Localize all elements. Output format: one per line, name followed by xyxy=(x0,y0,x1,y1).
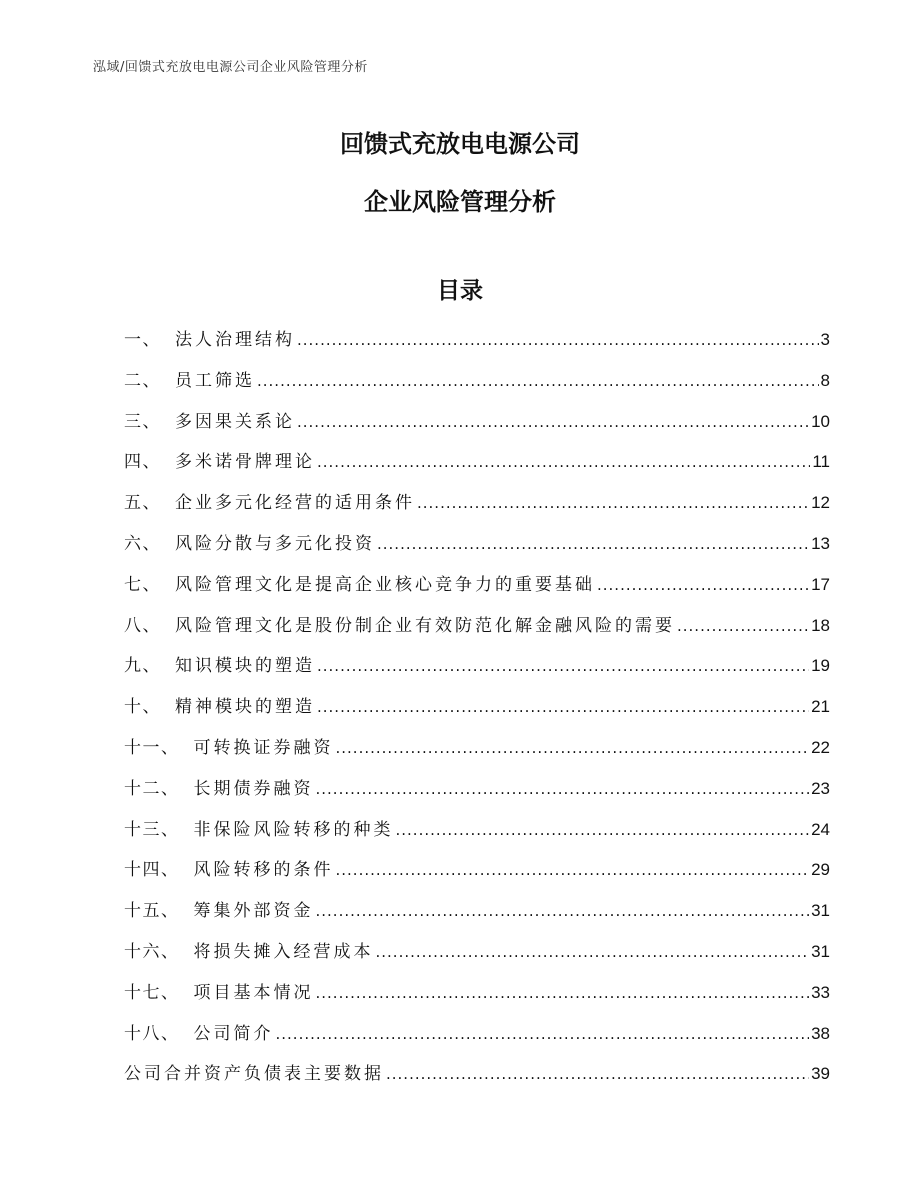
document-subtitle: 企业风险管理分析 xyxy=(364,188,556,216)
toc-entry[interactable] xyxy=(124,810,830,851)
toc-entry[interactable] xyxy=(124,769,830,810)
toc-leader-dots xyxy=(317,646,809,687)
toc-entry[interactable] xyxy=(124,687,830,728)
toc-leader-dots xyxy=(377,524,809,565)
toc-leader-dots xyxy=(316,973,810,1014)
toc-entry-page: 21 xyxy=(811,697,830,717)
toc-entry[interactable] xyxy=(124,1054,830,1095)
toc-entry[interactable] xyxy=(124,1014,830,1055)
toc-leader-dots xyxy=(316,891,810,932)
toc-entry-title: 多因果关系论 xyxy=(175,411,295,432)
toc-entry[interactable] xyxy=(124,483,830,524)
toc-entry-title: 风险管理文化是股份制企业有效防范化解金融风险的需要 xyxy=(175,615,675,636)
toc-entry-page: 11 xyxy=(812,452,830,472)
toc-leader-dots xyxy=(316,769,810,810)
toc-entry-page: 24 xyxy=(811,819,830,839)
toc-entry-number: 十一、 xyxy=(124,737,180,758)
toc-leader-dots xyxy=(376,932,810,973)
toc-leader-dots xyxy=(597,565,809,606)
toc-entry[interactable] xyxy=(124,850,830,891)
toc-entry-title: 可转换证券融资 xyxy=(193,737,334,758)
toc-entry-number: 三、 xyxy=(124,411,161,432)
toc-entry-page: 31 xyxy=(811,941,830,961)
toc-entry-number: 四、 xyxy=(124,452,161,473)
toc-entry-title: 公司合并资产负债表主要数据 xyxy=(124,1064,384,1085)
toc-entry[interactable] xyxy=(124,606,830,647)
toc-entry-page: 33 xyxy=(811,982,830,1002)
toc-entry-number: 十七、 xyxy=(124,982,180,1003)
toc-entry-page: 29 xyxy=(811,860,830,880)
toc-entry-page: 12 xyxy=(811,493,830,513)
toc-entry-page: 19 xyxy=(811,656,830,676)
toc-entry-title: 精神模块的塑造 xyxy=(175,697,315,718)
toc-entry-page: 8 xyxy=(820,370,830,390)
toc-entry-title: 公司简介 xyxy=(193,1023,274,1044)
toc-entry-number: 一、 xyxy=(124,330,161,350)
toc-entry-page: 39 xyxy=(811,1064,830,1084)
toc-entry-page: 13 xyxy=(811,533,830,553)
toc-entry-title: 项目基本情况 xyxy=(193,982,314,1003)
page-header: 泓域/回馈式充放电电源公司企业风险管理分析 xyxy=(93,60,368,75)
toc-entry-number: 十、 xyxy=(124,697,161,718)
toc-entry[interactable] xyxy=(124,891,830,932)
toc-entry[interactable] xyxy=(124,973,830,1014)
toc-entry-page: 38 xyxy=(811,1023,830,1043)
toc-entry-title: 多米诺骨牌理论 xyxy=(175,452,315,473)
toc-entry-page: 22 xyxy=(811,737,830,757)
toc-entry-title: 知识模块的塑造 xyxy=(175,656,315,677)
toc-leader-dots xyxy=(317,687,809,728)
toc-leader-dots xyxy=(386,1054,809,1095)
toc-leader-dots xyxy=(297,320,819,361)
toc-entry-number: 十三、 xyxy=(124,819,180,840)
toc-entry[interactable] xyxy=(124,524,830,565)
toc-entry-number: 十八、 xyxy=(124,1023,180,1044)
toc-entry[interactable] xyxy=(124,646,830,687)
toc-entry-page: 18 xyxy=(811,615,830,635)
toc-leader-dots xyxy=(317,442,810,483)
toc-entry-number: 九、 xyxy=(124,656,161,677)
toc-entry-title: 风险分散与多元化投资 xyxy=(175,533,375,554)
toc-entry[interactable] xyxy=(124,361,830,402)
toc-entry-number: 十五、 xyxy=(124,901,180,922)
toc-entry-number: 二、 xyxy=(124,370,161,391)
toc-entry-title: 企业多元化经营的适用条件 xyxy=(175,493,415,514)
toc-leader-dots xyxy=(257,361,819,402)
toc-entry-title: 将损失摊入经营成本 xyxy=(193,941,374,962)
toc-leader-dots xyxy=(396,810,810,851)
toc-entry-number: 五、 xyxy=(124,493,161,514)
toc-leader-dots xyxy=(297,402,809,443)
toc-entry-title: 筹集外部资金 xyxy=(193,901,314,922)
toc-entry[interactable] xyxy=(124,320,830,361)
toc-heading: 目录 xyxy=(437,278,483,304)
table-of-contents xyxy=(124,320,830,1095)
toc-entry-number: 八、 xyxy=(124,615,161,636)
toc-leader-dots xyxy=(417,483,809,524)
toc-entry-number: 六、 xyxy=(124,533,161,554)
toc-entry-page: 10 xyxy=(811,411,830,431)
toc-entry-title: 法人治理结构 xyxy=(175,330,295,350)
toc-entry[interactable] xyxy=(124,402,830,443)
toc-entry-page: 31 xyxy=(811,901,830,921)
toc-leader-dots xyxy=(276,1014,810,1055)
toc-leader-dots xyxy=(336,728,810,769)
toc-entry-title: 风险转移的条件 xyxy=(193,860,334,881)
toc-leader-dots xyxy=(336,850,810,891)
toc-entry[interactable] xyxy=(124,442,830,483)
toc-entry-page: 3 xyxy=(820,330,830,349)
toc-entry-number: 七、 xyxy=(124,574,161,595)
toc-entry-number: 十四、 xyxy=(124,860,180,881)
toc-entry-page: 23 xyxy=(811,778,830,798)
toc-entry-title: 非保险风险转移的种类 xyxy=(193,819,394,840)
toc-entry[interactable] xyxy=(124,728,830,769)
toc-entry-number: 十二、 xyxy=(124,778,180,799)
toc-entry-title: 员工筛选 xyxy=(175,370,255,391)
toc-entry[interactable] xyxy=(124,932,830,973)
toc-entry-title: 风险管理文化是提高企业核心竞争力的重要基础 xyxy=(175,574,595,595)
toc-entry-number: 十六、 xyxy=(124,941,180,962)
toc-entry-page: 17 xyxy=(811,574,830,594)
document-title: 回馈式充放电电源公司 xyxy=(340,130,580,158)
toc-entry[interactable] xyxy=(124,565,830,606)
toc-leader-dots xyxy=(677,606,809,647)
toc-entry-title: 长期债券融资 xyxy=(193,778,314,799)
